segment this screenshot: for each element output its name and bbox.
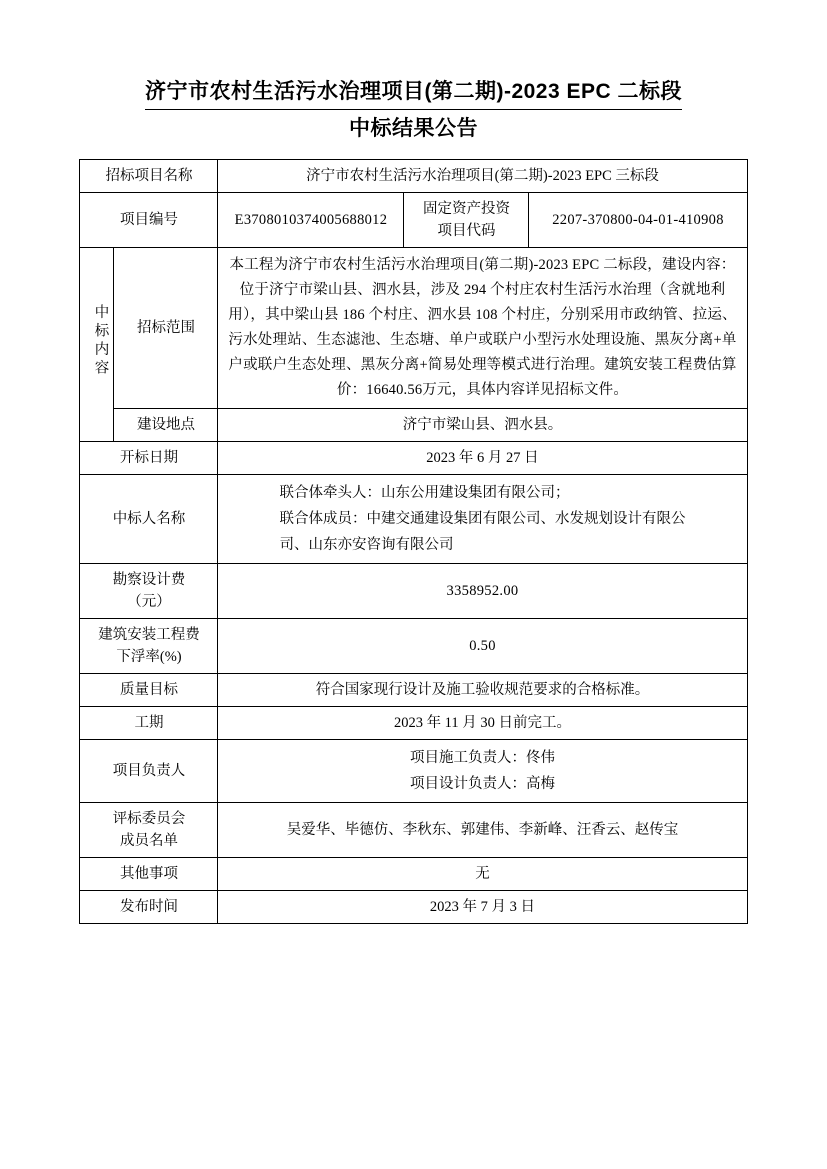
- table-row-project-name: [80, 160, 747, 193]
- other-label: 其他事项: [80, 858, 218, 891]
- page-title-line2: 中标结果公告: [349, 117, 478, 140]
- table-row-quality: [80, 674, 747, 707]
- table-row-publish: [80, 891, 747, 924]
- discount-value: 0.50: [218, 619, 747, 674]
- duration-value: 2023 年 11 月 30 日前完工。: [218, 707, 747, 740]
- quality-value: 符合国家现行设计及施工验收规范要求的合格标准。: [218, 674, 747, 707]
- committee-label: 评标委员会 成员名单: [80, 803, 218, 858]
- page-title: [70, 75, 757, 145]
- manager-value: [218, 740, 747, 803]
- table-row-winner: [80, 475, 747, 564]
- winner-line-3: 司、山东亦安咨询有限公司: [279, 537, 454, 553]
- table-row-survey-fee: [80, 564, 747, 619]
- bid-scope-label: 招标范围: [114, 248, 218, 409]
- survey-fee-value: 3358952.00: [218, 564, 747, 619]
- bid-content-label: 中标内容: [80, 248, 114, 442]
- bid-scope-value: 本工程为济宁市农村生活污水治理项目(第二期)-2023 EPC 二标段，建设内容：位于济宁市梁山县、泗水县，涉及 294 个村庄农村生活污水治理（含就地利用），其中梁山县 186 个村庄、泗水县 108 个村庄，分别采用市政纳管、拉运、污水处理站、生态滤池、生态塘、单户或联户小型污水处理设施、黑灰分离+单户或联户生态处理、黑灰分离+简易处理等模式进行治理。建筑安装工程费估算价：16640.56万元，具体内容详见招标文件。: [218, 248, 747, 409]
- table-row-other: [80, 858, 747, 891]
- project-name-label: 招标项目名称: [80, 160, 218, 193]
- winner-value: [218, 475, 747, 564]
- open-date-value: 2023 年 6 月 27 日: [218, 442, 747, 475]
- survey-fee-label: 勘察设计费 （元）: [80, 564, 218, 619]
- winner-label: 中标人名称: [80, 475, 218, 564]
- open-date-label: 开标日期: [80, 442, 218, 475]
- project-code-label: 项目编号: [80, 193, 218, 248]
- manager-label: 项目负责人: [80, 740, 218, 803]
- project-code-value: E3708010374005688012: [218, 193, 404, 248]
- table-row-bid-scope: [80, 248, 747, 409]
- page-title-line1: 济宁市农村生活污水治理项目(第二期)-2023 EPC 二标段: [145, 75, 682, 110]
- table-row-discount: [80, 619, 747, 674]
- table-row-site: [80, 409, 747, 442]
- winner-line-2: 联合体成员：中建交通建设集团有限公司、水发规划设计有限公: [279, 511, 686, 527]
- discount-label: 建筑安装工程费 下浮率(%): [80, 619, 218, 674]
- committee-value: 吴爱华、毕德仿、李秋东、郭建伟、李新峰、汪香云、赵传宝: [218, 803, 747, 858]
- table-row-committee: [80, 803, 747, 858]
- bid-result-table: [79, 159, 747, 924]
- table-row-duration: [80, 707, 747, 740]
- duration-label: 工期: [80, 707, 218, 740]
- asset-code-value: 2207-370800-04-01-410908: [529, 193, 747, 248]
- other-value: 无: [218, 858, 747, 891]
- site-label: 建设地点: [114, 409, 218, 442]
- winner-line-1: 联合体牵头人：山东公用建设集团有限公司；: [279, 485, 570, 501]
- publish-label: 发布时间: [80, 891, 218, 924]
- manager-line-1: 项目施工负责人：佟伟: [409, 750, 555, 766]
- site-value: 济宁市梁山县、泗水县。: [218, 409, 747, 442]
- manager-line-2: 项目设计负责人：高梅: [409, 776, 555, 792]
- asset-code-label: 固定资产投资 项目代码: [404, 193, 529, 248]
- table-row-project-code: [80, 193, 747, 248]
- project-name-value: 济宁市农村生活污水治理项目(第二期)-2023 EPC 三标段: [218, 160, 747, 193]
- table-row-manager: [80, 740, 747, 803]
- quality-label: 质量目标: [80, 674, 218, 707]
- publish-value: 2023 年 7 月 3 日: [218, 891, 747, 924]
- table-row-open-date: [80, 442, 747, 475]
